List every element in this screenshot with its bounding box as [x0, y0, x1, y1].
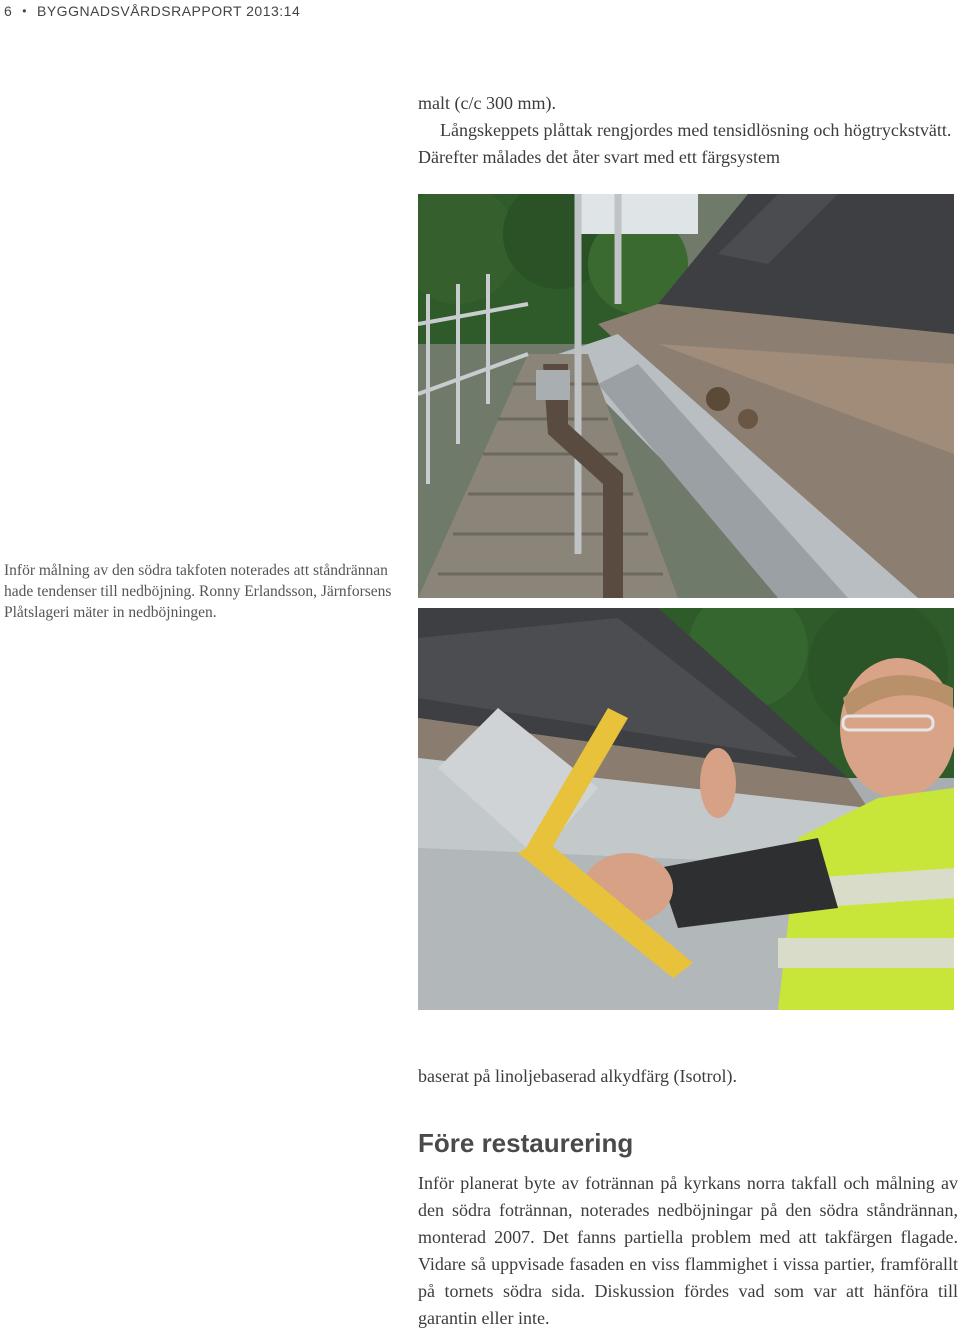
body-text-section: Inför planerat byte av fotrännan på kyrkans norra takfall och målning av den södra fotrännan, noterades nedböjningar på den södra ståndrännan, monterad 2007. Det fanns partiella problem med att takfärgen flagade. Vidare så uppvisade fasaden en viss flammighet i vissa partier, framförallt på tornets södra sida. Diskussion fördes vad som var att hänföra till garantin eller inte.: [418, 1173, 958, 1328]
page-number: 6: [4, 3, 13, 19]
photo-measuring-gutter: [418, 608, 954, 1010]
page-header: [4, 0, 300, 22]
photo-gutter-scaffolding: [418, 194, 954, 598]
body-text-line-1: malt (c/c 300 mm).: [418, 93, 556, 113]
photo-caption: Inför målning av den södra takfoten noterades att ståndrännan hade tendenser till nedböjning. Ronny Erlandsson, Järnforsens Plåtslageri mäter in nedböjningen.: [4, 562, 392, 621]
section-heading: Före restaurering: [418, 1128, 634, 1158]
body-text-paragraph-continuation: Långskeppets plåttak rengjordes med tensidlösning och högtryckstvätt. Därefter målades det åter svart med ett färgsystem: [418, 120, 952, 167]
report-title: BYGGNADSVÅRDSRAPPORT 2013:14: [37, 3, 301, 19]
header-bullet: •: [22, 4, 27, 18]
body-text-mid: baserat på linoljebaserad alkydfärg (Isotrol).: [418, 1066, 738, 1086]
